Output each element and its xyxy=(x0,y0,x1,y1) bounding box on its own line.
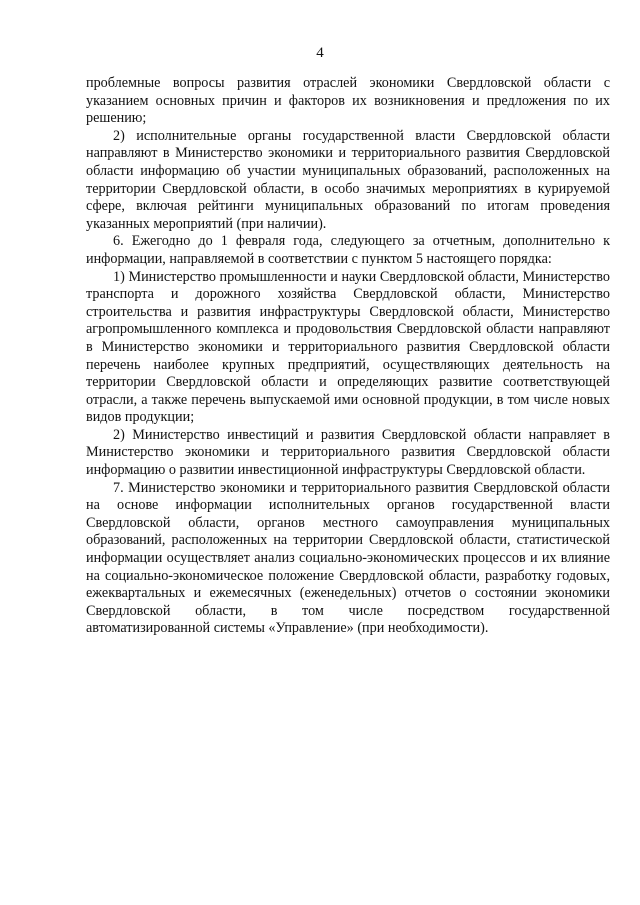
paragraph-clause-6: 6. Ежегодно до 1 февраля года, следующего за отчетным, дополнительно к информации, направляемой в соответствии с пунктом 5 настоящего порядка: xyxy=(86,233,610,267)
paragraph-item-6-2: 2) Министерство инвестиций и развития Свердловской области направляет в Министерство экономики и территориального развития Свердловской области информацию о развитии инвестиционной инфраструктуры Свердловской области. xyxy=(86,426,610,479)
paragraph-item-5-2: 2) исполнительные органы государственной власти Свердловской области направляют в Министерство экономики и территориального развития Свердловской области информацию об участии муниципальных образований, расположенных на территории Свердловской области, в особо значимых мероприятиях в курируемой сфере, включая рейтинги муниципальных образований по итогам проведения указанных мероприятий (при наличии). xyxy=(86,127,610,232)
paragraph-continuation: проблемные вопросы развития отраслей экономики Свердловской области с указанием основных причин и факторов их возникновения и предложения по их решению; xyxy=(86,75,610,127)
paragraph-item-6-1: 1) Министерство промышленности и науки Свердловской области, Министерство транспорта и дорожного хозяйства Свердловской области, Министерство строительства и развития инфраструктуры Свердловской области, Министерство агропромышленного комплекса и продовольствия Свердловской области направляют в Министерство экономики и территориального развития Свердловской области перечень наиболее крупных предприятий, осуществляющих деятельность на территории Свердловской области и определяющих развитие соответствующей отрасли, а также перечень выпускаемой ими основной продукции, в том числе новых видов продукции; xyxy=(86,268,610,426)
document-body xyxy=(86,75,610,638)
paragraph-clause-7: 7. Министерство экономики и территориального развития Свердловской области на основе информации исполнительных органов государственной власти Свердловской области, органов местного самоуправления муниципальных образований, расположенных на территории Свердловской области, статистической информации осуществляет анализ социально-экономических процессов и их влияние на социально-экономическое положение Свердловской области, разработку годовых, ежеквартальных и ежемесячных (еженедельных) отчетов о состоянии экономики Свердловской области, в том числе посредством государственной автоматизированной системы «Управление» (при необходимости). xyxy=(86,479,610,637)
page-number: 4 xyxy=(316,45,324,61)
